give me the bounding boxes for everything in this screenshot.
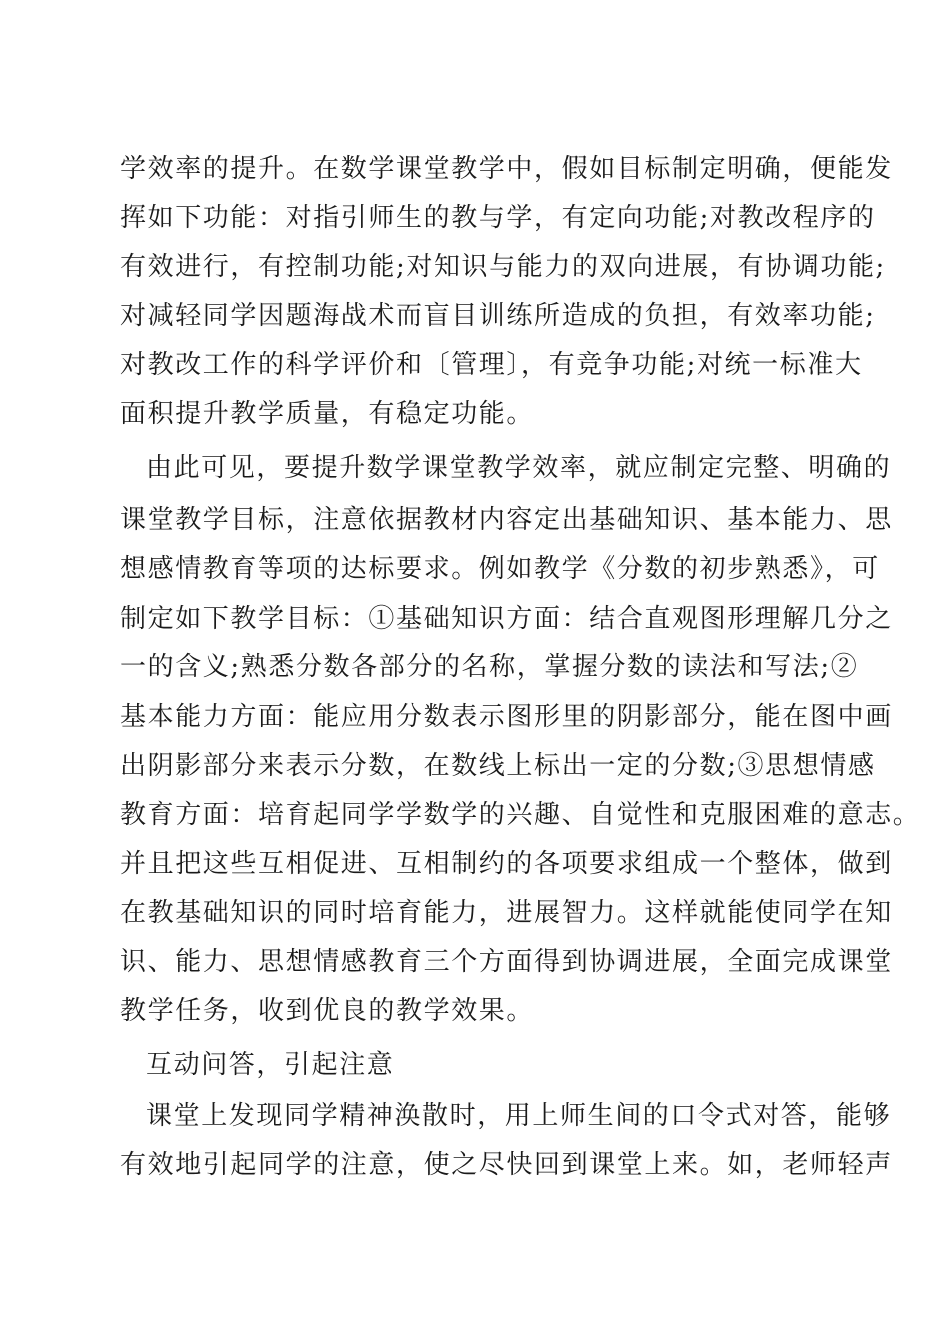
paragraph-line: 有效地引起同学的注意，使之尽快回到课堂上来。如，老师轻声 [120,1150,893,1180]
paragraph-line: 出阴影部分来表示分数，在数线上标出一定的分数;③思想情感 [120,751,876,781]
paragraph-line: 在教基础知识的同时培育能力，进展智力。这样就能使同学在知 [120,898,893,928]
paragraph-line: 挥如下功能：对指引师生的教与学，有定向功能;对教改程序的 [120,203,876,233]
paragraph-line: 识、能力、思想情感教育三个方面得到协调进展，全面完成课堂 [120,947,893,977]
section-heading: 互动问答，引起注意 [146,1050,395,1080]
paragraph-line: 由此可见，要提升数学课堂教学效率，就应制定完整、明确的 [146,453,892,483]
paragraph-line: 想感情教育等项的达标要求。例如教学《分数的初步熟悉》，可 [120,554,880,584]
paragraph-line: 基本能力方面：能应用分数表示图形里的阴影部分，能在图中画 [120,702,893,732]
paragraph-line: 制定如下教学目标：①基础知识方面：结合直观图形理解几分之 [120,604,893,634]
paragraph-line: 面积提升教学质量，有稳定功能。 [120,399,535,429]
paragraph-line: 教学任务，收到优良的教学效果。 [120,996,535,1026]
paragraph-line: 对减轻同学因题海战术而盲目训练所造成的负担，有效率功能; [120,301,876,331]
paragraph-line: 并且把这些互相促进、互相制约的各项要求组成一个整体，做到 [120,849,893,879]
paragraph-line: 对教改工作的科学评价和〔管理〕，有竞争功能;对统一标准大 [120,350,863,380]
paragraph-line: 一的含义;熟悉分数各部分的名称，掌握分数的读法和写法;② [120,652,859,682]
paragraph-line: 学效率的提升。在数学课堂教学中，假如目标制定明确，便能发 [120,154,893,184]
paragraph-line: 课堂上发现同学精神涣散时，用上师生间的口令式对答，能够 [146,1101,892,1131]
paragraph-line: 有效进行，有控制功能;对知识与能力的双向进展，有协调功能; [120,252,886,282]
paragraph-line: 课堂教学目标，注意依据教材内容定出基础知识、基本能力、思 [120,505,893,535]
paragraph-line: 教育方面：培育起同学学数学的兴趣、自觉性和克服困难的意志。 [120,800,921,830]
